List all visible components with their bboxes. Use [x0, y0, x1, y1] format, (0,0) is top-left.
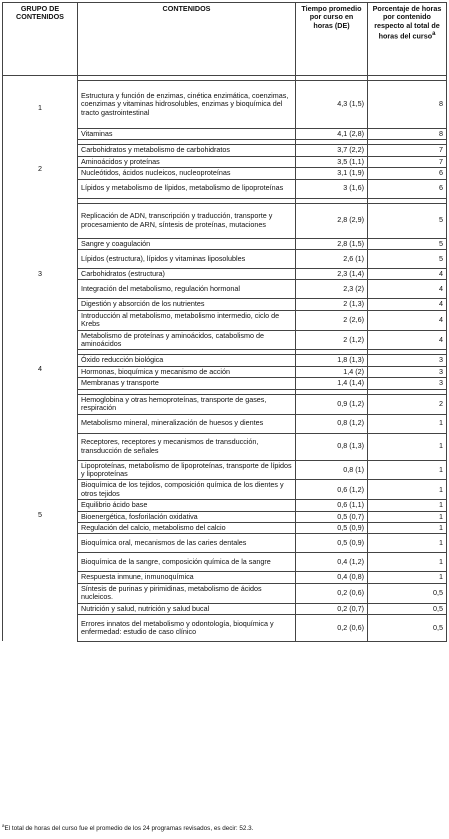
time-cell: 4,1 (2,8): [296, 129, 368, 140]
pct-cell: 1: [368, 480, 447, 500]
content-cell: Carbohidratos (estructura): [78, 269, 296, 280]
group-cell: 4: [3, 350, 78, 389]
pct-cell: 3: [368, 355, 447, 366]
content-cell: Nucleótidos, ácidos nucleicos, nucleoproteínas: [78, 168, 296, 179]
content-cell: Digestión y absorción de los nutrientes: [78, 299, 296, 310]
time-cell: 0,8 (1,2): [296, 414, 368, 433]
content-cell: Replicación de ADN, transcripción y traducción, transporte y procesamiento de ARN, síntesis de proteínas, mutaciones: [78, 203, 296, 238]
pct-cell: 4: [368, 269, 447, 280]
time-cell: 3,7 (2,2): [296, 145, 368, 156]
time-cell: 3,5 (1,1): [296, 156, 368, 167]
time-cell: 0,9 (1,2): [296, 394, 368, 414]
content-cell: Lipoproteínas, metabolismo de lipoproteínas, transporte de lípidos y lipoproteínas: [78, 460, 296, 480]
pct-cell: 6: [368, 168, 447, 179]
header-time: Tiempo promedio por curso en horas (DE): [296, 3, 368, 76]
time-cell: 4,3 (1,5): [296, 81, 368, 129]
pct-cell: 4: [368, 299, 447, 310]
content-cell: Bioquímica de los tejidos, composición química de los dientes y otros tejidos: [78, 480, 296, 500]
content-cell: Introducción al metabolismo, metabolismo intermedio, ciclo de Krebs: [78, 310, 296, 330]
content-cell: Integración del metabolismo, regulación hormonal: [78, 280, 296, 299]
group-cell: 1: [3, 76, 78, 140]
content-cell: Bioquímica de la sangre, composición química de la sangre: [78, 553, 296, 572]
pct-cell: 1: [368, 572, 447, 583]
time-cell: 2,6 (1): [296, 250, 368, 269]
time-cell: 2 (1,2): [296, 330, 368, 350]
header-contents: CONTENIDOS: [78, 3, 296, 76]
group-cell: 2: [3, 140, 78, 198]
time-cell: 2,3 (1,4): [296, 269, 368, 280]
time-cell: 0,2 (0,6): [296, 614, 368, 641]
pct-cell: 1: [368, 534, 447, 553]
content-cell: Estructura y función de enzimas, cinética enzimática, coenzimas, coenzimas y vitaminas hidrosolubles, enzimas y bioquímica del tracto gastrointestinal: [78, 81, 296, 129]
content-cell: Nutrición y salud, nutrición y salud bucal: [78, 603, 296, 614]
time-cell: 0,5 (0,9): [296, 522, 368, 533]
pct-cell: 1: [368, 511, 447, 522]
time-cell: 2,3 (2): [296, 280, 368, 299]
time-cell: 0,5 (0,9): [296, 534, 368, 553]
content-cell: Vitaminas: [78, 129, 296, 140]
time-cell: 0,5 (0,7): [296, 511, 368, 522]
footnote: [2, 822, 253, 833]
header-pct-text: Porcentaje de horas por contenido respecto al total de horas del curso: [372, 4, 442, 41]
time-cell: 1,4 (2): [296, 366, 368, 377]
time-cell: 1,8 (1,3): [296, 355, 368, 366]
pct-cell: 1: [368, 500, 447, 511]
group-cell: 3: [3, 198, 78, 350]
content-cell: Respuesta inmune, inmunoquímica: [78, 572, 296, 583]
content-cell: Lípidos (estructura), lípidos y vitaminas liposolubles: [78, 250, 296, 269]
pct-cell: 1: [368, 553, 447, 572]
pct-cell: 3: [368, 378, 447, 389]
time-cell: 2 (2,6): [296, 310, 368, 330]
time-cell: 0,6 (1,2): [296, 480, 368, 500]
time-cell: 0,6 (1,1): [296, 500, 368, 511]
pct-cell: 5: [368, 203, 447, 238]
time-cell: 2,8 (2,9): [296, 203, 368, 238]
pct-cell: 1: [368, 433, 447, 460]
content-cell: Carbohidratos y metabolismo de carbohidratos: [78, 145, 296, 156]
pct-cell: 1: [368, 522, 447, 533]
pct-cell: 5: [368, 238, 447, 249]
header-pct: [368, 3, 447, 76]
time-cell: 3,1 (1,9): [296, 168, 368, 179]
time-cell: 0,8 (1,3): [296, 433, 368, 460]
header-pct-mark: a: [432, 31, 436, 38]
pct-cell: 8: [368, 81, 447, 129]
pct-cell: 4: [368, 310, 447, 330]
pct-cell: 7: [368, 156, 447, 167]
content-cell: Receptores, receptores y mecanismos de transducción, transducción de señales: [78, 433, 296, 460]
pct-cell: 6: [368, 179, 447, 198]
content-cell: Metabolismo mineral, mineralización de huesos y dientes: [78, 414, 296, 433]
footnote-text: El total de horas del curso fue el promedio de los 24 programas revisados, es decir: 52.3.: [4, 825, 254, 833]
pct-cell: 7: [368, 145, 447, 156]
time-cell: 0,8 (1): [296, 460, 368, 480]
pct-cell: 1: [368, 414, 447, 433]
content-cell: Errores innatos del metabolismo y odontología, bioquímica y enfermedad: estudio de caso clínico: [78, 614, 296, 641]
time-cell: 0,2 (0,7): [296, 603, 368, 614]
content-cell: Membranas y transporte: [78, 378, 296, 389]
pct-cell: 4: [368, 280, 447, 299]
time-cell: 1,4 (1,4): [296, 378, 368, 389]
time-cell: 0,4 (1,2): [296, 553, 368, 572]
pct-cell: 8: [368, 129, 447, 140]
time-cell: 2,8 (1,5): [296, 238, 368, 249]
table-header-row: [3, 3, 447, 76]
pct-cell: 5: [368, 250, 447, 269]
content-cell: Bioquímica oral, mecanismos de las caries dentales: [78, 534, 296, 553]
header-group: GRUPO DE CONTENIDOS: [3, 3, 78, 76]
time-cell: 0,4 (0,8): [296, 572, 368, 583]
footnote-mark: a: [2, 823, 5, 828]
content-cell: Síntesis de purinas y pirimidinas, metabolismo de ácidos nucleicos.: [78, 583, 296, 603]
time-cell: 0,2 (0,6): [296, 583, 368, 603]
group-cell: 5: [3, 389, 78, 641]
pct-cell: 2: [368, 394, 447, 414]
content-cell: Metabolismo de proteínas y aminoácidos, catabolismo de aminoácidos: [78, 330, 296, 350]
content-cell: Regulación del calcio, metabolismo del calcio: [78, 522, 296, 533]
pct-cell: 0,5: [368, 583, 447, 603]
content-cell: Hormonas, bioquímica y mecanismo de acción: [78, 366, 296, 377]
time-cell: 2 (1,3): [296, 299, 368, 310]
content-cell: Equilibrio ácido base: [78, 500, 296, 511]
content-cell: Lípidos y metabolismo de lípidos, metabolismo de lipoproteínas: [78, 179, 296, 198]
content-cell: Bioenergética, fosforilación oxidativa: [78, 511, 296, 522]
content-cell: Aminoácidos y proteínas: [78, 156, 296, 167]
pct-cell: 4: [368, 330, 447, 350]
pct-cell: 0,5: [368, 603, 447, 614]
table-body: [3, 76, 447, 642]
content-cell: Óxido reducción biológica: [78, 355, 296, 366]
pct-cell: 3: [368, 366, 447, 377]
content-cell: Hemoglobina y otras hemoproteínas, transporte de gases, respiración: [78, 394, 296, 414]
time-cell: 3 (1,6): [296, 179, 368, 198]
pct-cell: 1: [368, 460, 447, 480]
pct-cell: 0,5: [368, 614, 447, 641]
contents-table: [2, 2, 447, 642]
content-cell: Sangre y coagulación: [78, 238, 296, 249]
